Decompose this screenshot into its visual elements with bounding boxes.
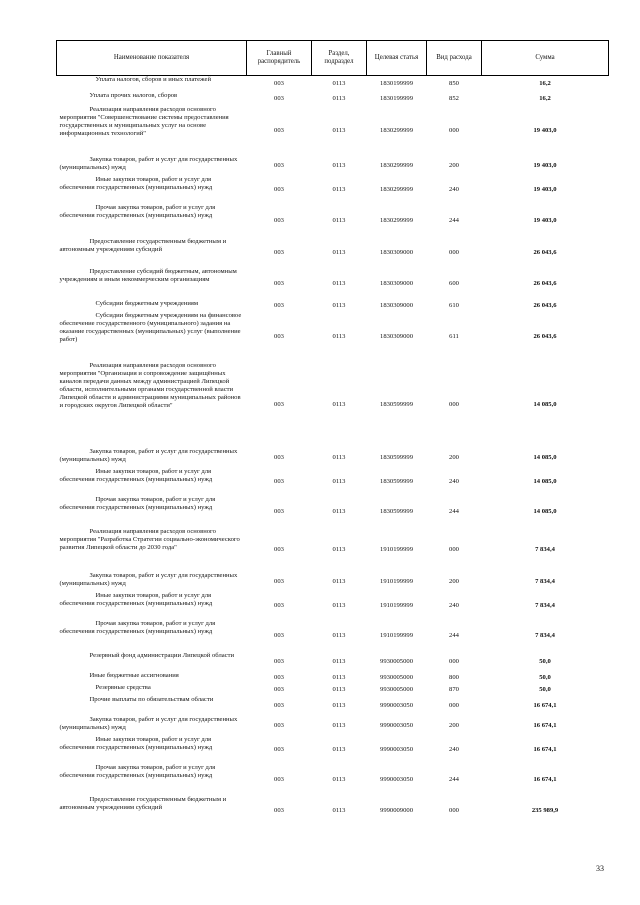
- row-label: Иные бюджетные ассигнования: [89, 671, 179, 679]
- cell-kind: 000: [449, 400, 459, 408]
- cell-target: 9990003050: [380, 775, 413, 783]
- cell-gr: 003: [274, 161, 284, 169]
- cell-sum: 14 085,0: [533, 477, 557, 485]
- cell-gr: 003: [274, 685, 284, 693]
- cell-target: 9930005000: [380, 685, 413, 693]
- cell-kind: 240: [449, 477, 459, 485]
- cell-sum: 16 674,1: [533, 775, 557, 783]
- cell-target: 9990003050: [380, 701, 413, 709]
- cell-name: [57, 448, 247, 468]
- header-expense-type: Вид расхода: [427, 41, 482, 76]
- cell-sec: 0113: [332, 806, 346, 814]
- cell-sec: 0113: [332, 79, 346, 87]
- cell-sum: 26 043,6: [533, 279, 557, 287]
- table-header: [57, 41, 609, 76]
- cell-gr: 003: [274, 216, 284, 224]
- cell-gr: 003: [274, 79, 284, 87]
- cell-kind: 000: [449, 657, 459, 665]
- row-label: Предоставление субсидий бюджетным, автономным учреждениям и иным некоммерческим организациям: [59, 267, 237, 283]
- row-label: Субсидии бюджетным учреждениям: [95, 299, 199, 307]
- cell-name: [57, 620, 247, 652]
- row-label: Закупка товаров, работ и услуг для государственных (муниципальных) нужд: [59, 447, 238, 463]
- page-number: 33: [596, 864, 604, 873]
- cell-kind: 850: [449, 79, 459, 87]
- row-label: Резервные средства: [95, 683, 151, 691]
- cell-target: 1830309000: [380, 248, 413, 256]
- cell-name: [57, 528, 247, 572]
- row-label: Иные закупки товаров, работ и услуг для обеспечения государственных (муниципальных) нужд: [59, 175, 213, 191]
- cell-sec: 0113: [332, 631, 346, 639]
- table-row: [57, 156, 609, 176]
- cell-target: 1910199999: [380, 545, 413, 553]
- cell-target: 9990003050: [380, 745, 413, 753]
- cell-name: [57, 796, 247, 826]
- cell-name: [57, 300, 247, 312]
- cell-kind: 240: [449, 601, 459, 609]
- table-row: [57, 362, 609, 448]
- cell-kind: 244: [449, 775, 459, 783]
- cell-name: [57, 652, 247, 672]
- cell-target: 1830599999: [380, 453, 413, 461]
- cell-gr: 003: [274, 400, 284, 408]
- cell-sum: 19 403,0: [533, 216, 557, 224]
- cell-sum: 50,0: [539, 657, 551, 665]
- cell-kind: 240: [449, 745, 459, 753]
- cell-kind: 000: [449, 126, 459, 134]
- row-label: Уплата прочих налогов, сборов: [89, 91, 178, 99]
- cell-name: [57, 572, 247, 592]
- cell-sec: 0113: [332, 673, 346, 681]
- cell-name: [57, 106, 247, 156]
- cell-gr: 003: [274, 545, 284, 553]
- cell-target: 9990009000: [380, 806, 413, 814]
- cell-name: [57, 92, 247, 106]
- row-label: Иные закупки товаров, работ и услуг для обеспечения государственных (муниципальных) нужд: [59, 735, 213, 751]
- cell-kind: 000: [449, 806, 459, 814]
- table-row: [57, 268, 609, 300]
- table-body: [57, 76, 609, 826]
- cell-sum: 50,0: [539, 673, 551, 681]
- cell-sec: 0113: [332, 657, 346, 665]
- cell-gr: 003: [274, 453, 284, 461]
- cell-sec: 0113: [332, 507, 346, 515]
- cell-target: 1910199999: [380, 601, 413, 609]
- cell-kind: 800: [449, 673, 459, 681]
- cell-kind: 244: [449, 631, 459, 639]
- cell-kind: 244: [449, 507, 459, 515]
- row-label: Прочие выплаты по обязательствам области: [89, 695, 214, 703]
- cell-target: 1830199999: [380, 94, 413, 102]
- cell-kind: 000: [449, 701, 459, 709]
- table-row: [57, 796, 609, 826]
- cell-gr: 003: [274, 507, 284, 515]
- cell-gr: 003: [274, 126, 284, 134]
- cell-target: 1830599999: [380, 507, 413, 515]
- table-row: [57, 620, 609, 652]
- cell-gr: 003: [274, 577, 284, 585]
- row-label: Реализация направления расходов основного мероприятия "Организация и сопровождение защищённых каналов передачи данных между администрацией Липецкой области, исполнительными органами государственной власти Липецкой области и администрациями муниципальных районов и городских округов Липецкой области": [59, 361, 241, 409]
- cell-sec: 0113: [332, 216, 346, 224]
- cell-name: [57, 468, 247, 496]
- cell-sum: 19 403,0: [533, 126, 557, 134]
- cell-sec: 0113: [332, 685, 346, 693]
- cell-sec: 0113: [332, 577, 346, 585]
- table-row: [57, 106, 609, 156]
- cell-sec: 0113: [332, 248, 346, 256]
- row-label: Прочая закупка товаров, работ и услуг для обеспечения государственных (муниципальных) нужд: [59, 495, 216, 511]
- cell-target: 1830309000: [380, 279, 413, 287]
- cell-sec: 0113: [332, 126, 346, 134]
- cell-name: [57, 268, 247, 300]
- cell-name: [57, 362, 247, 448]
- row-label: Резервный фонд администрации Липецкой области: [89, 651, 235, 659]
- cell-gr: 003: [274, 601, 284, 609]
- cell-target: 1830599999: [380, 477, 413, 485]
- cell-sum: 14 085,0: [533, 507, 557, 515]
- cell-gr: 003: [274, 721, 284, 729]
- cell-gr: 003: [274, 279, 284, 287]
- cell-sum: 16 674,1: [533, 701, 557, 709]
- cell-sum: 50,0: [539, 685, 551, 693]
- cell-sum: 7 834,4: [535, 601, 555, 609]
- row-label: Прочая закупка товаров, работ и услуг для обеспечения государственных (муниципальных) нужд: [59, 203, 216, 219]
- cell-sum: 16 674,1: [533, 745, 557, 753]
- table-row: [57, 448, 609, 468]
- cell-sec: 0113: [332, 400, 346, 408]
- cell-gr: 003: [274, 806, 284, 814]
- cell-gr: 003: [274, 631, 284, 639]
- cell-target: 1830309000: [380, 301, 413, 309]
- cell-name: [57, 736, 247, 764]
- cell-kind: 200: [449, 453, 459, 461]
- row-label: Прочая закупка товаров, работ и услуг для обеспечения государственных (муниципальных) нужд: [59, 619, 216, 635]
- table-row: [57, 652, 609, 672]
- cell-sum: 235 989,9: [531, 806, 559, 814]
- cell-sum: 19 403,0: [533, 161, 557, 169]
- cell-sec: 0113: [332, 301, 346, 309]
- cell-sum: 16,2: [539, 79, 551, 87]
- cell-name: [57, 76, 247, 92]
- table-row: [57, 716, 609, 736]
- cell-name: [57, 176, 247, 204]
- cell-gr: 003: [274, 701, 284, 709]
- cell-target: 1830299999: [380, 185, 413, 193]
- cell-kind: 611: [449, 332, 459, 340]
- header-sum: Сумма: [482, 41, 609, 76]
- cell-name: [57, 496, 247, 528]
- cell-sec: 0113: [332, 161, 346, 169]
- table-row: [57, 176, 609, 204]
- cell-gr: 003: [274, 657, 284, 665]
- cell-sec: 0113: [332, 721, 346, 729]
- table-row: [57, 468, 609, 496]
- row-label: Реализация направления расходов основного мероприятия "Разработка Стратегии социально-экономического развития Липецкой области до 2030 года": [59, 527, 240, 551]
- cell-sum: 7 834,4: [535, 631, 555, 639]
- cell-name: [57, 684, 247, 696]
- row-label: Иные закупки товаров, работ и услуг для обеспечения государственных (муниципальных) нужд: [59, 591, 213, 607]
- cell-sec: 0113: [332, 279, 346, 287]
- cell-kind: 852: [449, 94, 459, 102]
- table-row: [57, 312, 609, 362]
- cell-sum: 26 043,6: [533, 248, 557, 256]
- cell-sum: 16,2: [539, 94, 551, 102]
- cell-name: [57, 592, 247, 620]
- cell-kind: 240: [449, 185, 459, 193]
- row-label: Прочая закупка товаров, работ и услуг для обеспечения государственных (муниципальных) нужд: [59, 763, 216, 779]
- cell-target: 1830199999: [380, 79, 413, 87]
- cell-target: 1830309000: [380, 332, 413, 340]
- cell-sec: 0113: [332, 545, 346, 553]
- cell-sec: 0113: [332, 94, 346, 102]
- cell-name: [57, 764, 247, 796]
- cell-sum: 14 085,0: [533, 453, 557, 461]
- cell-name: [57, 156, 247, 176]
- cell-name: [57, 716, 247, 736]
- header-chief-administrator: Главный распорядитель: [247, 41, 312, 76]
- cell-target: 9930005000: [380, 673, 413, 681]
- cell-name: [57, 672, 247, 684]
- budget-table: [56, 40, 609, 826]
- cell-sec: 0113: [332, 453, 346, 461]
- cell-kind: 200: [449, 161, 459, 169]
- table-row: [57, 736, 609, 764]
- cell-gr: 003: [274, 248, 284, 256]
- cell-target: 1830299999: [380, 216, 413, 224]
- cell-sum: 19 403,0: [533, 185, 557, 193]
- header-name: Наименование показателя: [57, 41, 247, 76]
- cell-gr: 003: [274, 745, 284, 753]
- cell-name: [57, 696, 247, 716]
- row-label: Закупка товаров, работ и услуг для государственных (муниципальных) нужд: [59, 155, 238, 171]
- row-label: Предоставление государственным бюджетным и автономным учреждениям субсидий: [59, 795, 227, 811]
- cell-target: 1830299999: [380, 161, 413, 169]
- table-row: [57, 672, 609, 684]
- cell-gr: 003: [274, 94, 284, 102]
- cell-gr: 003: [274, 673, 284, 681]
- cell-kind: 200: [449, 577, 459, 585]
- cell-target: 1830599999: [380, 400, 413, 408]
- table-row: [57, 684, 609, 696]
- cell-target: 1910199999: [380, 577, 413, 585]
- row-label: Реализация направления расходов основного мероприятия "Совершенствование системы предоставления государственных и муниципальных услуг на основе информационных технологий": [59, 105, 229, 137]
- cell-kind: 000: [449, 545, 459, 553]
- cell-target: 1830299999: [380, 126, 413, 134]
- cell-sec: 0113: [332, 332, 346, 340]
- header-row: [57, 41, 609, 76]
- header-target-article: Целевая статья: [367, 41, 427, 76]
- cell-gr: 003: [274, 477, 284, 485]
- row-label: Предоставление государственным бюджетным и автономным учреждениям субсидий: [59, 237, 227, 253]
- cell-sum: 16 674,1: [533, 721, 557, 729]
- cell-name: [57, 312, 247, 362]
- cell-name: [57, 204, 247, 238]
- cell-sum: 7 834,4: [535, 545, 555, 553]
- cell-sec: 0113: [332, 775, 346, 783]
- cell-sec: 0113: [332, 745, 346, 753]
- cell-target: 9930005000: [380, 657, 413, 665]
- cell-sec: 0113: [332, 185, 346, 193]
- cell-target: 1910199999: [380, 631, 413, 639]
- table-row: [57, 764, 609, 796]
- cell-gr: 003: [274, 332, 284, 340]
- cell-gr: 003: [274, 775, 284, 783]
- table-row: [57, 92, 609, 106]
- cell-kind: 870: [449, 685, 459, 693]
- table-row: [57, 696, 609, 716]
- row-label: Иные закупки товаров, работ и услуг для обеспечения государственных (муниципальных) нужд: [59, 467, 213, 483]
- cell-target: 9990003050: [380, 721, 413, 729]
- header-section: Раздел, подраздел: [312, 41, 367, 76]
- table-row: [57, 496, 609, 528]
- row-label: Закупка товаров, работ и услуг для государственных (муниципальных) нужд: [59, 715, 238, 731]
- cell-sum: 26 043,6: [533, 332, 557, 340]
- cell-sec: 0113: [332, 701, 346, 709]
- cell-kind: 200: [449, 721, 459, 729]
- row-label: Уплата налогов, сборов и иных платежей: [95, 76, 211, 83]
- table-row: [57, 238, 609, 268]
- table-row: [57, 572, 609, 592]
- cell-kind: 610: [449, 301, 459, 309]
- cell-sum: 7 834,4: [535, 577, 555, 585]
- cell-sec: 0113: [332, 601, 346, 609]
- cell-sum: 14 085,0: [533, 400, 557, 408]
- cell-kind: 244: [449, 216, 459, 224]
- cell-kind: 600: [449, 279, 459, 287]
- table-row: [57, 204, 609, 238]
- cell-sum: 26 043,6: [533, 301, 557, 309]
- cell-sec: 0113: [332, 477, 346, 485]
- cell-kind: 000: [449, 248, 459, 256]
- cell-gr: 003: [274, 185, 284, 193]
- cell-gr: 003: [274, 301, 284, 309]
- row-label: Субсидии бюджетным учреждениям на финансовое обеспечение государственного (муниципального) задания на оказание государственных (муниципальных) услуг (выполнение работ): [59, 311, 242, 343]
- table-row: [57, 76, 609, 92]
- table-row: [57, 300, 609, 312]
- cell-name: [57, 238, 247, 268]
- row-label: Закупка товаров, работ и услуг для государственных (муниципальных) нужд: [59, 571, 238, 587]
- table-row: [57, 528, 609, 572]
- table-row: [57, 592, 609, 620]
